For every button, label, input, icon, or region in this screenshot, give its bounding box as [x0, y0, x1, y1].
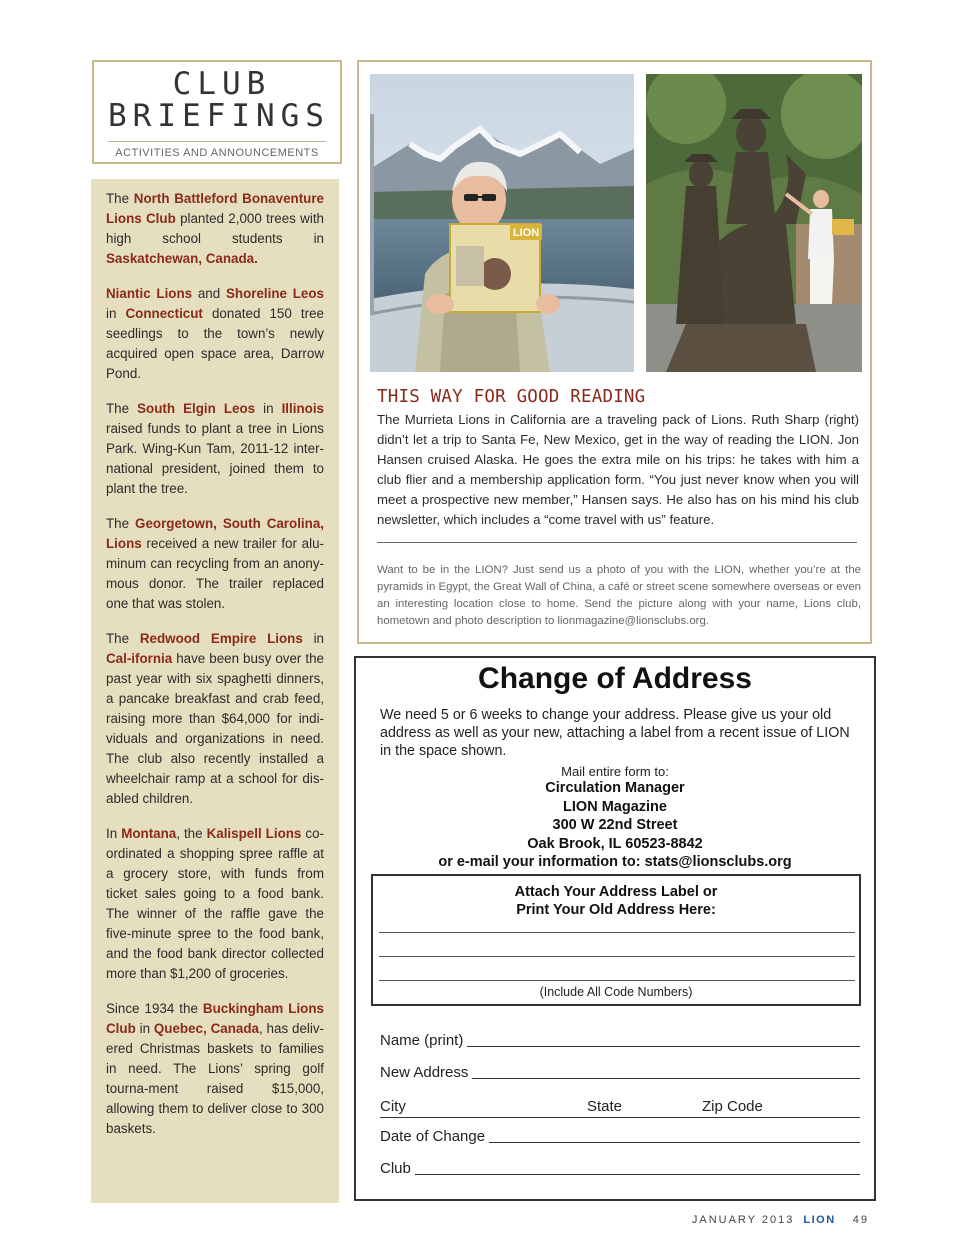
- briefing-highlight: Shoreline Leos: [225, 286, 324, 301]
- change-of-address-form: [354, 656, 876, 1201]
- briefing-item: [106, 399, 324, 499]
- briefing-highlight: Illinois: [281, 401, 324, 416]
- briefing-text: in: [106, 306, 126, 321]
- new-address-field-line[interactable]: [472, 1065, 860, 1079]
- briefing-highlight: Buckingham Lions Club: [106, 1001, 324, 1036]
- city-field-label: City: [380, 1098, 406, 1115]
- label-write-line: [379, 956, 855, 957]
- state-field-label: State: [587, 1098, 623, 1115]
- briefing-text: , has deliv-ered Christmas baskets to families in need. The Lions’ spring golf tourna-ment raised $15,000, allowing them to deliver close to 300 baskets.: [106, 1021, 324, 1136]
- date-field-label: Date of Change: [380, 1128, 486, 1145]
- briefing-text: The: [106, 191, 134, 206]
- new-address-field[interactable]: [380, 1064, 860, 1081]
- briefing-highlight: Kalispell Lions: [206, 826, 302, 841]
- date-of-change-field[interactable]: [380, 1128, 860, 1145]
- briefing-highlight: Quebec, Canada: [153, 1021, 259, 1036]
- address-line: Circulation Manager: [545, 780, 685, 796]
- page-footer: [692, 1214, 869, 1226]
- briefing-text: The: [106, 401, 138, 416]
- form-mail-instruction: Mail entire form to:: [561, 764, 669, 779]
- photo-alaska-cruise: [370, 74, 634, 372]
- form-title: Change of Address: [478, 662, 752, 695]
- address-line: Oak Brook, IL 60523-8842: [527, 835, 703, 852]
- club-field[interactable]: [380, 1160, 860, 1177]
- briefing-item: [106, 824, 324, 984]
- header-divider: [108, 141, 326, 142]
- section-title-line1: CLUB: [172, 66, 272, 102]
- club-field-label: Club: [380, 1160, 411, 1177]
- address-label-box: [371, 874, 861, 1006]
- label-box-title-line: Print Your Old Address Here:: [516, 902, 716, 918]
- label-box-title: [373, 883, 859, 919]
- address-line: LION Magazine: [563, 798, 667, 815]
- feature-submission-note: Want to be in the LION? Just send us a photo of you with the LION, whether you’re at the pyramids in Egypt, the Great Wall of China, a café or street scene somewhere overseas or even an interesting location close to home. Send the picture along with your name, Lions club, hometown and photo description to lionmagazine@lionsclubs.org.: [377, 564, 861, 627]
- briefing-item: [106, 284, 324, 384]
- label-write-line: [379, 932, 855, 933]
- name-field-line[interactable]: [467, 1033, 860, 1047]
- briefing-text: in: [255, 401, 282, 416]
- briefing-text: and: [192, 286, 226, 301]
- name-field[interactable]: [380, 1032, 860, 1049]
- briefing-highlight: Montana: [121, 826, 177, 841]
- briefing-item: [106, 514, 324, 614]
- feature-caption: The Murrieta Lions in California are a traveling pack of Lions. Ruth Sharp (right) didn’t let a trip to Santa Fe, New Mexico, get in the way of reading the LION. Jon Hansen cruised Alaska. He goes the extra mile on his trips: he takes with him a club flier and a membership application form. “You just never know when you will meet a prospective new member,” Hansen says. He also has on his mind his club newsletter, which includes a “come travel with us” feature.: [377, 412, 859, 527]
- briefing-highlight: North Battleford Bonaventure Lions Club: [106, 191, 324, 226]
- form-mailing-address: [356, 779, 874, 872]
- briefing-highlight: Connecticut: [125, 306, 203, 321]
- briefing-text: in: [302, 631, 324, 646]
- section-header: [92, 60, 342, 164]
- briefing-highlight: Redwood Empire Lions: [139, 631, 303, 646]
- briefings-sidebar: [91, 179, 339, 1203]
- page-number: 49: [852, 1214, 869, 1226]
- feature-heading: THIS WAY FOR GOOD READING: [377, 387, 646, 407]
- address-line: 300 W 22nd Street: [552, 817, 678, 833]
- briefing-text: The: [106, 516, 136, 531]
- section-title-line2: BRIEFINGS: [108, 98, 330, 134]
- briefing-text: , the: [176, 826, 207, 841]
- issue-date: JANUARY 2013: [691, 1214, 795, 1226]
- section-subtitle: ACTIVITIES AND ANNOUNCEMENTS: [115, 147, 319, 159]
- magazine-name: LION: [803, 1214, 836, 1226]
- city-state-zip-field[interactable]: [380, 1096, 860, 1118]
- label-box-note: (Include All Code Numbers): [539, 985, 693, 999]
- briefing-text: planted 2,000 trees with high school students in: [106, 211, 324, 246]
- new-address-field-label: New Address: [380, 1064, 469, 1081]
- label-write-line: [379, 980, 855, 981]
- briefing-item: [106, 189, 324, 269]
- email-line: or e-mail your information to: stats@lionsclubs.org: [438, 854, 792, 870]
- briefing-text: The: [106, 631, 140, 646]
- zip-field-label: Zip Code: [702, 1098, 763, 1115]
- label-box-title-line: Attach Your Address Label or: [514, 884, 718, 900]
- club-field-line[interactable]: [415, 1161, 860, 1175]
- briefing-text: received a new trailer for alu-minum can recycling from an anony-mous donor. The trailer replaced one that was stolen.: [106, 536, 324, 611]
- briefing-highlight: Cal-ifornia: [106, 651, 173, 666]
- briefing-highlight: South Elgin Leos: [137, 401, 256, 416]
- briefing-text: Since 1934 the: [106, 1001, 203, 1016]
- photo-santa-fe-statue: [646, 74, 862, 372]
- briefing-highlight: Saskatchewan, Canada.: [106, 251, 258, 266]
- briefing-text: in: [135, 1021, 154, 1036]
- briefing-text: co-ordinated a shopping spree raffle at a grocery store, with funds from ticket sales going to a food bank. The winner of the raffle gave the five-minute spree to the food bank, and the food bank director collected more than $1,200 of groceries.: [106, 826, 325, 981]
- briefing-item: [106, 629, 324, 809]
- briefing-text: donated 150 tree seedlings to the town’s newly acquired open space area, Darrow Pond.: [106, 306, 324, 381]
- briefing-text: In: [106, 826, 122, 841]
- briefing-text: have been busy over the past year with six spaghetti dinners, a pancake breakfast and crab feed, raising more than $64,000 for indi-viduals and organizations in need. The club also recently installed a wheelchair ramp at a school for dis-abled children.: [106, 651, 324, 806]
- magazine-cover-label: LION: [512, 227, 540, 239]
- briefing-text: raised funds to plant a tree in Lions Park. Wing-Kun Tam, 2011-12 inter-national president, joined them to plant the tree.: [106, 421, 324, 496]
- briefing-highlight: Niantic Lions: [106, 286, 193, 301]
- briefing-highlight: Georgetown, South Carolina, Lions: [106, 516, 324, 551]
- photo-feature: [357, 60, 872, 644]
- feature-divider: [377, 542, 857, 543]
- date-field-line[interactable]: [489, 1129, 860, 1143]
- form-intro: We need 5 or 6 weeks to change your address. Please give us your old address as well as your new, attaching a label from a recent issue of LION in the space shown.: [380, 707, 850, 759]
- name-field-label: Name (print): [380, 1032, 464, 1049]
- briefing-item: [106, 999, 324, 1139]
